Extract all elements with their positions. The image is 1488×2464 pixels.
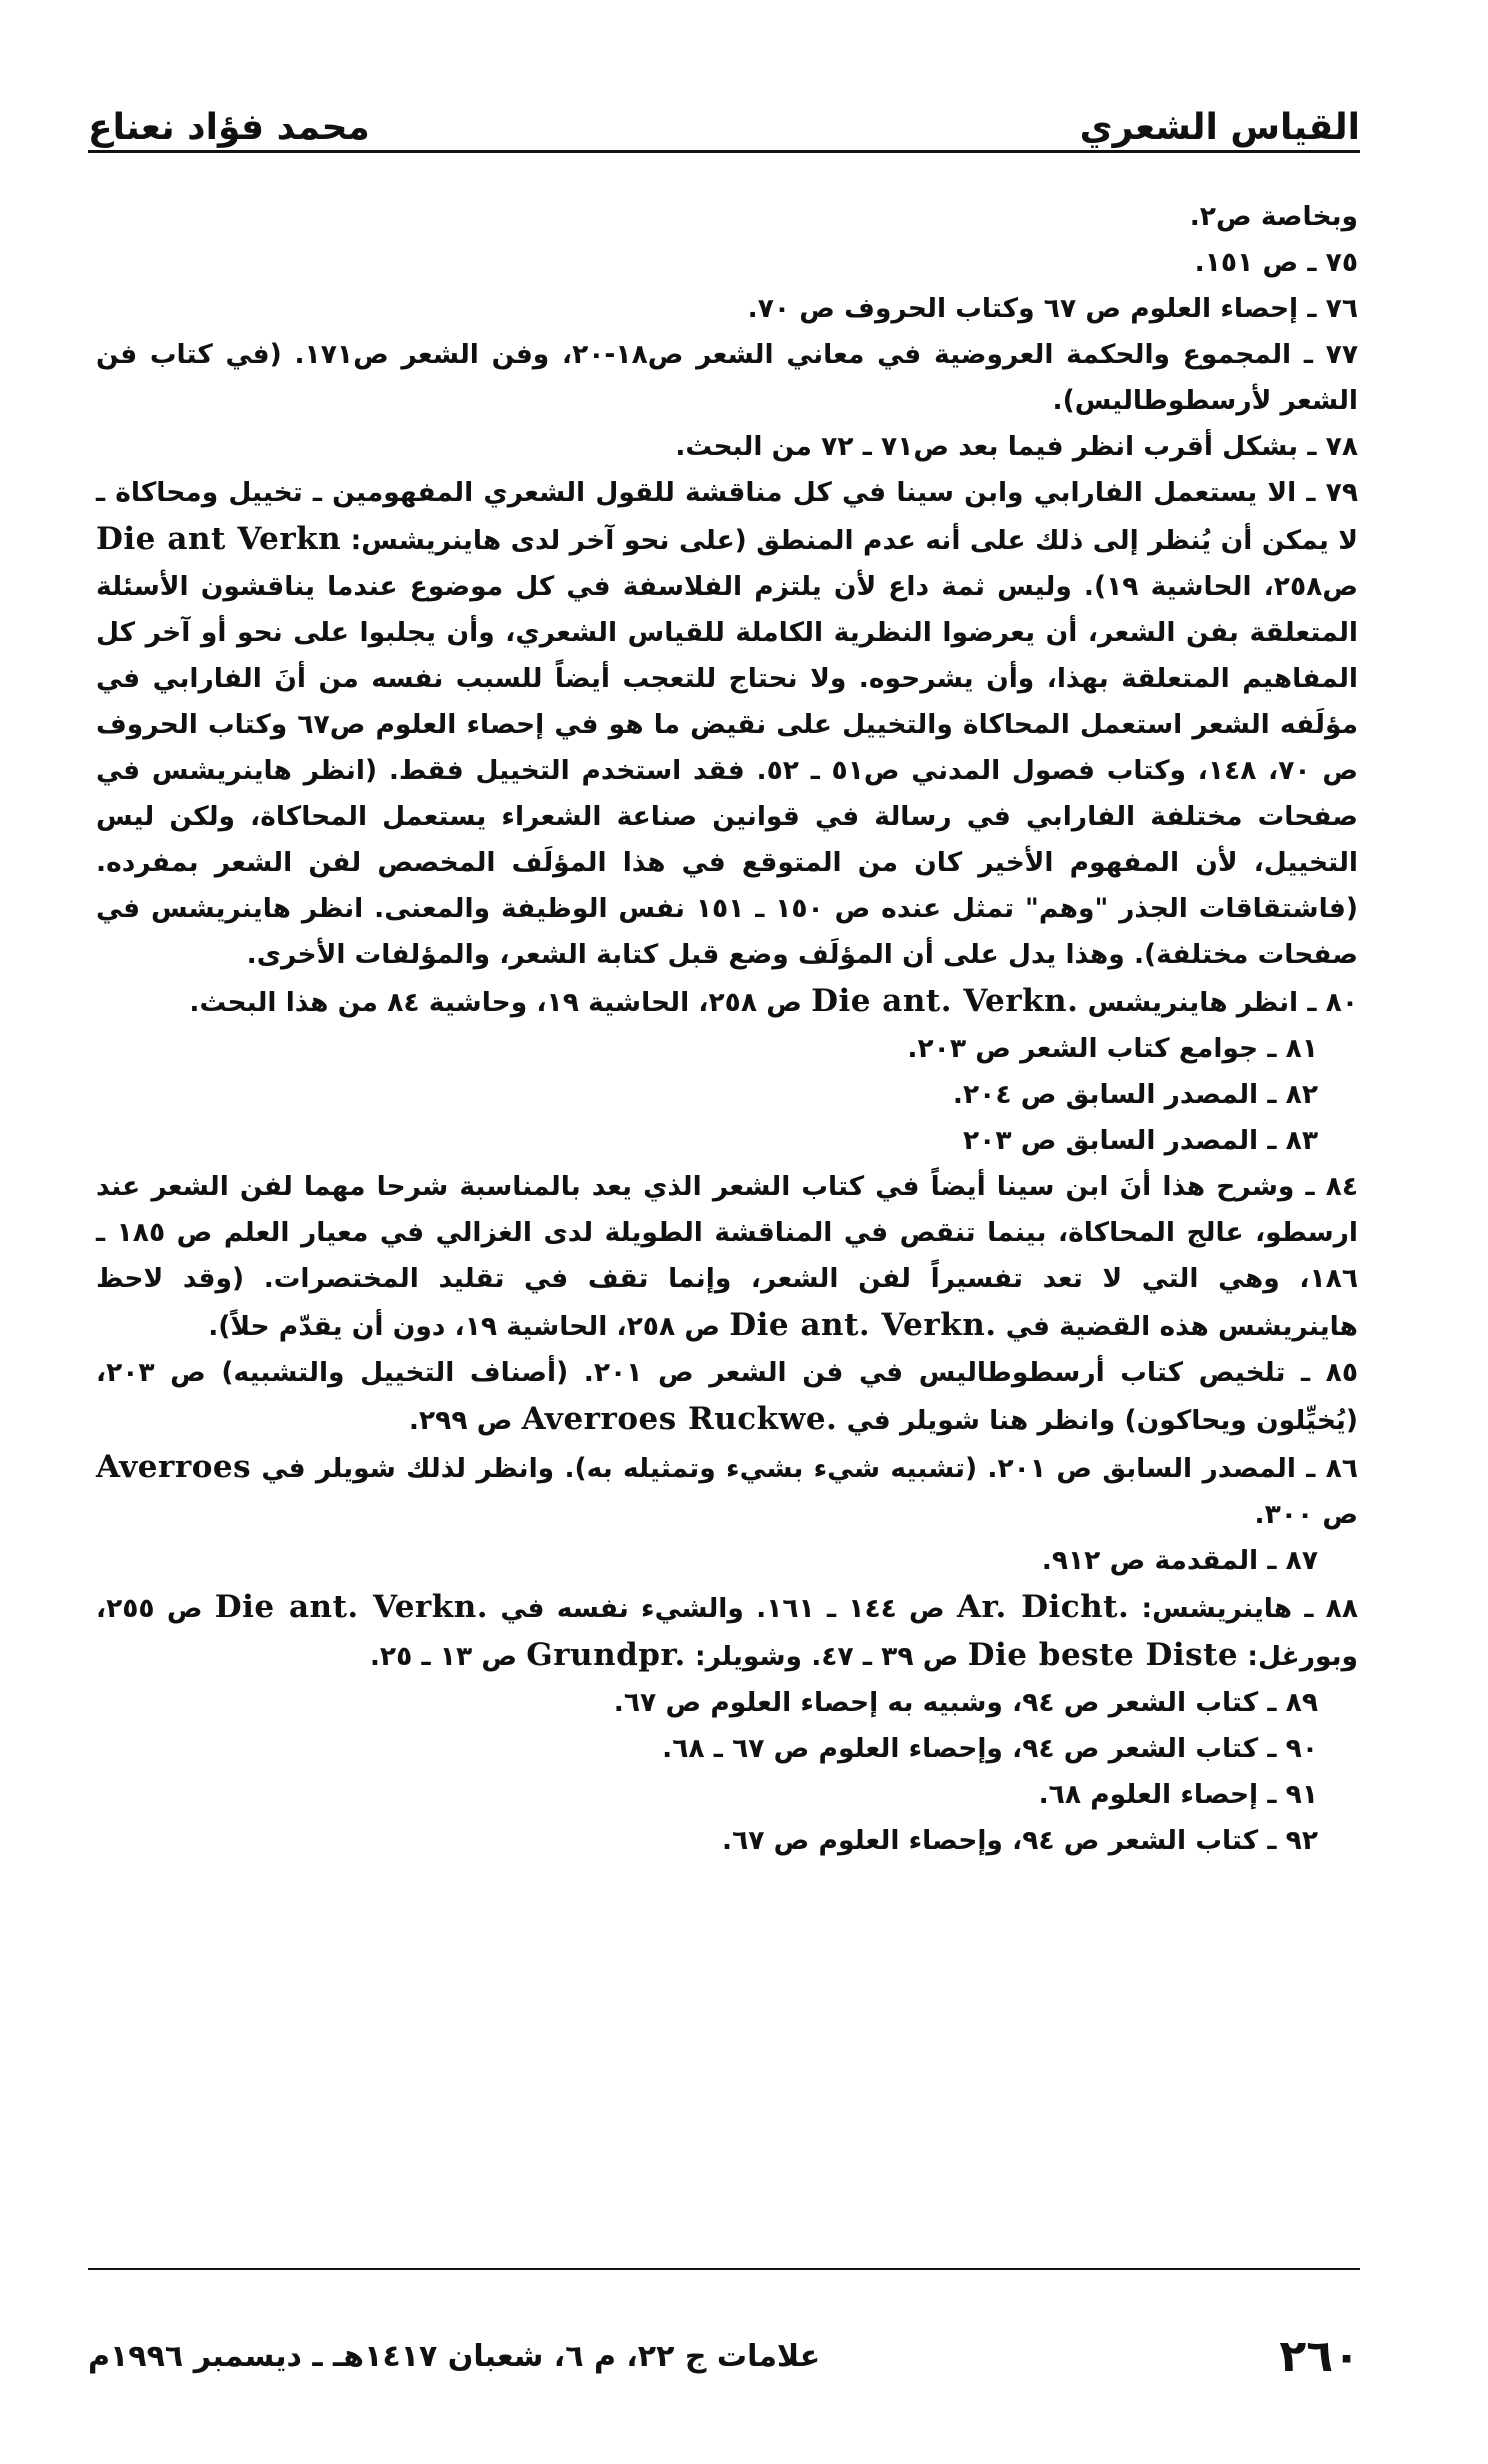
latin-citation: Die beste Diste	[967, 1637, 1239, 1673]
endnote	[96, 424, 1358, 470]
note-text: ٩٢ ـ كتاب الشعر ص ٩٤، وإحصاء العلوم ص ٦٧.	[722, 1825, 1318, 1856]
note-text: ٨٩ ـ كتاب الشعر ص ٩٤، وشبيه به إحصاء العلوم ص ٦٧.	[613, 1687, 1318, 1718]
note-text: ص٢٥٨، الحاشية ١٩). وليس ثمة داع لأن يلتزم الفلاسفة في كل موضوع عندما يناقشون الأسئلة المتعلقة بفن الشعر، أن يعرضوا النظرية الكاملة للقياس الشعري، وأن يجلبوا على نحو أو آخر كل المفاهيم المتعلقة بهذا، وأن يشرحوه. ولا نحتاج للتعجب أيضاً للسبب نفسه من أنَ الفارابي في مؤلَفه الشعر استعمل المحاكاة والتخييل على نقيض ما هو في إحصاء العلوم ص٦٧ وكتاب الحروف ص ٧٠، ١٤٨، وكتاب فصول المدني ص٥١ ـ ٥٢. فقد استخدم التخييل فقط. (انظر هاينريشس في صفحات مختلفة الفارابي في رسالة في قوانين صناعة الشعراء يستعمل المحاكاة، ولكن ليس التخييل، لأن المفهوم الأخير كان من المتوقع في هذا المؤلَف المخصص لفن الشعر بمفرده. (فاشتقاقات الجذر "وهم" تمثل عنده ص ١٥٠ ـ ١٥١ نفس الوظيفة والمعنى. انظر هاينريشس في صفحات مختلفة). وهذا يدل على أن المؤلَف وضع قبل كتابة الشعر، والمؤلفات الأخرى.	[96, 571, 1359, 970]
note-text: ٨٣ ـ المصدر السابق ص ٢٠٣	[963, 1125, 1318, 1156]
running-footer	[88, 2326, 1360, 2386]
endnote	[96, 194, 1358, 240]
note-text: ٩٠ ـ كتاب الشعر ص ٩٤، وإحصاء العلوم ص ٦٧ ـ ٦٨.	[662, 1733, 1318, 1764]
latin-citation: Die ant. Verkn.	[729, 1307, 997, 1343]
page-number: ٢٦٠	[1279, 2330, 1360, 2382]
endnote	[96, 1444, 1358, 1538]
note-text: ٨٢ ـ المصدر السابق ص ٢٠٤.	[952, 1079, 1318, 1110]
endnote	[96, 1350, 1358, 1444]
note-text: ٧٥ ـ ص ١٥١.	[1194, 247, 1358, 278]
endnote	[96, 1818, 1358, 1864]
endnote	[96, 1772, 1358, 1818]
endnote	[96, 1072, 1358, 1118]
note-text: ص ٢٥٨، الحاشية ١٩، وحاشية ٨٤ من هذا البحث.	[189, 987, 812, 1018]
endnote	[96, 286, 1358, 332]
note-text: ٨٠ ـ انظر هاينريشس	[1078, 987, 1358, 1018]
note-text: ص ٢٩٩.	[408, 1405, 522, 1436]
note-text: ٧٨ ـ بشكل أقرب انظر فيما بعد ص٧١ ـ ٧٢ من البحث.	[675, 431, 1358, 462]
note-text: ٧٦ ـ إحصاء العلوم ص ٦٧ وكتاب الحروف ص ٧٠.	[747, 293, 1358, 324]
note-text: ص ٣٠٠.	[1254, 1499, 1358, 1530]
note-text: ٩١ ـ إحصاء العلوم ٦٨.	[1038, 1779, 1318, 1810]
endnote	[96, 1584, 1358, 1680]
latin-citation: Die ant. Verkn.	[811, 983, 1079, 1019]
note-text: ص ٢٥٥، وبورغل:	[96, 1593, 1358, 1672]
note-text: ٧٩ ـ الا يستعمل الفارابي وابن سينا في كل مناقشة للقول الشعري المفهومين ـ تخييل ومحاكاة ـ لا يمكن أن يُنظر إلى ذلك على أنه عدم المنطق (على نحو آخر لدى هاينريشس:	[96, 477, 1358, 556]
latin-citation: Averroes	[96, 1449, 252, 1485]
endnote	[96, 978, 1358, 1026]
note-text: ص ٢٥٨، الحاشية ١٩، دون أن يقدّم حلاً).	[208, 1311, 730, 1342]
note-text: ٨٦ ـ المصدر السابق ص ٢٠١. (تشبيه شيء بشيء وتمثيله به). وانظر لذلك شويلر في	[251, 1453, 1358, 1484]
endnotes-list	[96, 194, 1358, 1864]
note-text: ٨٧ ـ المقدمة ص ٩١٢.	[1041, 1545, 1318, 1576]
endnote	[96, 1538, 1358, 1584]
endnote	[96, 332, 1358, 424]
endnote	[96, 470, 1358, 978]
note-text: ص ١٣ ـ ٢٥.	[369, 1641, 527, 1672]
endnote	[96, 1118, 1358, 1164]
latin-citation: Die ant Verkn	[96, 521, 342, 557]
note-text: ٨٨ ـ هاينريشس:	[1129, 1593, 1359, 1624]
endnote	[96, 1026, 1358, 1072]
latin-citation: Grundpr.	[526, 1637, 686, 1673]
book-title: القياس الشعري	[1079, 107, 1360, 148]
latin-citation: Ar. Dicht.	[956, 1589, 1130, 1625]
endnote	[96, 1726, 1358, 1772]
note-text: ٧٧ ـ المجموع والحكمة العروضية في معاني الشعر ص١٨-٢٠، وفن الشعر ص١٧١. (في كتاب فن الشعر لأرسطوطاليس).	[96, 339, 1358, 416]
note-text: ٨٥ ـ تلخيص كتاب أرسطوطاليس في فن الشعر ص ٢٠١. (أصناف التخييل والتشبيه) ص ٢٠٣، (يُخيِّلون ويحاكون) وانظر هنا شويلر في	[96, 1357, 1359, 1436]
latin-citation: Die ant. Verkn.	[214, 1589, 489, 1625]
note-text: ٨١ ـ جوامع كتاب الشعر ص ٢٠٣.	[907, 1033, 1318, 1064]
note-text: ص ١٤٤ ـ ١٦١. والشيء نفسه في	[488, 1593, 957, 1624]
author-name: محمد فؤاد نعناع	[88, 107, 370, 148]
latin-citation: Averroes Ruckwe.	[521, 1401, 838, 1437]
endnote	[96, 1680, 1358, 1726]
header-rule	[88, 150, 1360, 153]
journal-citation: علامات ج ٢٢، م ٦، شعبان ١٤١٧هـ ـ ديسمبر ١٩٩٦م	[88, 2338, 821, 2374]
note-text: وبخاصة ص٢.	[1189, 201, 1358, 232]
footer-rule	[88, 2268, 1360, 2270]
running-header	[88, 86, 1360, 146]
note-text: ٨٤ ـ وشرح هذا أنَ ابن سينا أيضاً في كتاب الشعر الذي يعد بالمناسبة شرحا مهما لفن الشعر عند ارسطو، عالج المحاكاة، بينما تنقص في المناقشة الطويلة لدى الغزالي في معيار العلم ص ١٨٥ ـ ١٨٦، وهي التي لا تعد تفسيراً لفن الشعر، وإنما تقف في تقليد المختصرات. (وقد لاحظ هاينريشس هذه القضية في	[96, 1171, 1358, 1342]
note-text: ص ٣٩ ـ ٤٧. وشويلر:	[685, 1641, 968, 1672]
endnote	[96, 240, 1358, 286]
endnote	[96, 1164, 1358, 1350]
